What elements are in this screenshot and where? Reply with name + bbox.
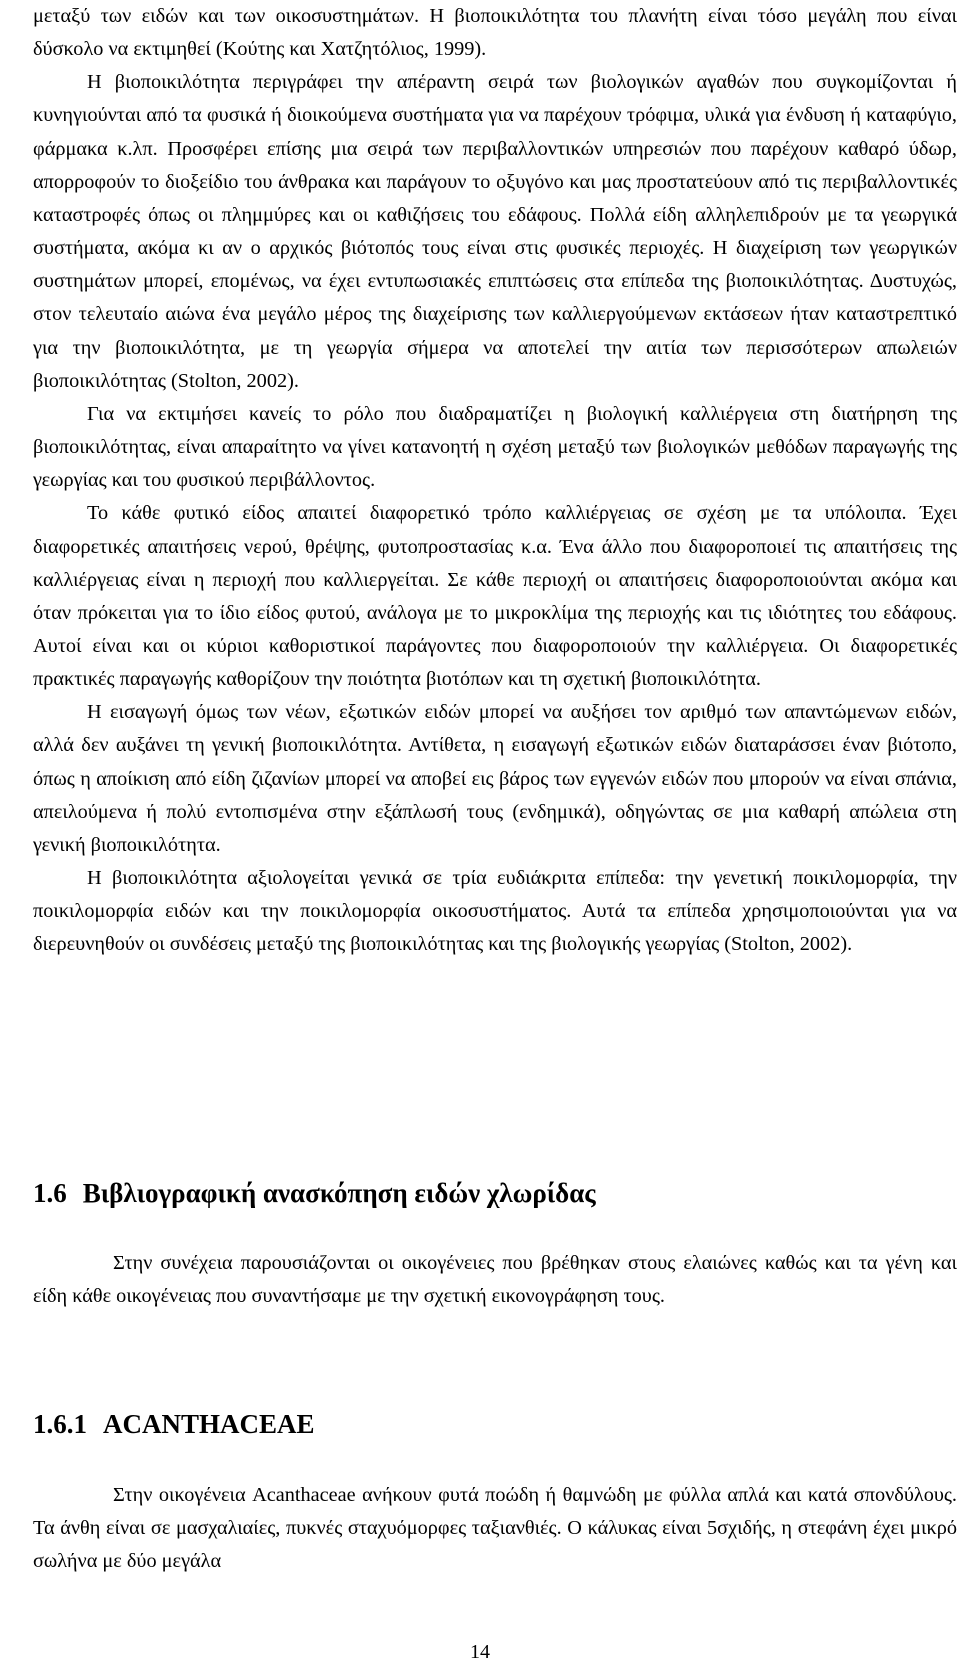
section-paragraph: Στην συνέχεια παρουσιάζονται οι οικογένειες που βρέθηκαν στους ελαιώνες καθώς και τα γένη και είδη κάθε οικογένειας που συναντήσαμε με την σχετική εικονογράφηση τους. <box>33 1252 957 1308</box>
document-page <box>33 0 957 1573</box>
body-paragraph: Η εισαγωγή όμως των νέων, εξωτικών ειδών μπορεί να αυξήσει τον αριθμό των απαντώμενων ειδών, αλλά δεν αυξάνει τη γενική βιοποικιλότητα. Αντίθετα, η εισαγωγή εξωτικών ειδών διαταράσσει έναν βιότοπο, όπως η αποίκιση από είδη ζιζανίων μπορεί να αποβεί εις βάρος των εγγενών ειδών που μπορούν να είναι σπάνια, απειλούμενα ή πολύ εντοπισμένα στην εξάπλωσή τους (ενδημικά), οδηγώντας σε μια καθαρή απώλεια στη γενική βιοποικιλότητα. <box>33 701 957 856</box>
body-paragraph: μεταξύ των ειδών και των οικοσυστημάτων. Η βιοποικιλότητα του πλανήτη είναι τόσο μεγάλη που είναι δύσκολο να εκτιμηθεί (Κούτης και Χατζητόλιος, 1999). <box>33 5 957 61</box>
section-title: Βιβλιογραφική ανασκόπηση ειδών χλωρίδας <box>82 1178 596 1208</box>
section-heading-1-6-1 <box>33 1407 315 1441</box>
section-title: ACANTHACEAE <box>103 1409 315 1439</box>
body-paragraph: Η βιοποικιλότητα αξιολογείται γενικά σε τρία ευδιάκριτα επίπεδα: την γενετική ποικιλομορφία, την ποικιλομορφία ειδών και την ποικιλομορφία οικοσυστήματος. Αυτά τα επίπεδα χρησιμοποιούνται για να διερευνηθούν οι συνδέσεις μεταξύ της βιοποικιλότητας και της βιολογικής γεωργίας (Stolton, 2002). <box>33 867 957 956</box>
body-paragraph: Το κάθε φυτικό είδος απαιτεί διαφορετικό τρόπο καλλιέργειας σε σχέση με τα υπόλοιπα. Έχει διαφορετικές απαιτήσεις νερού, θρέψης, φυτοπροστασίας κ.α. Ένα άλλο που διαφοροποιεί τις απαιτήσεις της καλλιέργειας είναι η περιοχή που καλλιεργείται. Σε κάθε περιοχή οι απαιτήσεις διαφοροποιούνται ακόμα και όταν πρόκειται για το ίδιο είδος φυτού, ανάλογα με το μικροκλίμα της περιοχής και τις ιδιότητες του εδάφους. Αυτοί είναι και οι κύριοι καθοριστικοί παράγοντες που διαφοροποιούν την καλλιέργεια. Οι διαφορετικές πρακτικές παραγωγής καθορίζουν την ποιότητα βιοτόπων και τη σχετική βιοποικιλότητα. <box>33 502 957 691</box>
body-paragraph: Για να εκτιμήσει κανείς το ρόλο που διαδραματίζει η βιολογική καλλιέργεια στη διατήρηση της βιοποικιλότητας, είναι απαραίτητο να γίνει κατανοητή η σχέση μεταξύ των βιολογικών μεθόδων παραγωγής της γεωργίας και του φυσικού περιβάλλοντος. <box>33 402 957 492</box>
section-heading-1-6 <box>33 1176 596 1210</box>
section-number: 1.6.1 <box>33 1409 87 1439</box>
page-number: 14 <box>470 1641 490 1663</box>
body-paragraph: Η βιοποικιλότητα περιγράφει την απέραντη σειρά των βιολογικών αγαθών που συγκομίζονται ή κυνηγιούνται από τα φυσικά ή διοικούμενα συστήματα για να παρέχουν τρόφιμα, υλικά για ένδυση ή καταφύγιο, φάρμακα κ.λπ. Προσφέρει επίσης μια σειρά των περιβαλλοντικών υπηρεσιών που παρέχουν καθαρό ύδωρ, απορροφούν το διοξείδιο του άνθρακα και παράγουν το οξυγόνο και μας προστατεύουν από τις περιβαλλοντικές καταστροφές όπως οι πλημμύρες και οι καθιζήσεις του εδάφους. Πολλά είδη αλληλεπιδρούν με τα γεωργικά συστήματα, ακόμα κι αν ο αρχικός βιότοπός τους είναι στις φυσικές περιοχές. Η διαχείριση των γεωργικών συστημάτων μπορεί, επομένως, να έχει εντυπωσιακές επιπτώσεις στα επίπεδα της βιοποικιλότητας. Δυστυχώς, στον τελευταίο αιώνα ένα μεγάλο μέρος της διαχείρισης των καλλιεργούμενων εκτάσεων ήταν καταστρεπτικό για την βιοποικιλότητα, με τη γεωργία σήμερα να αποτελεί την αιτία των περισσότερων απωλειών βιοποικιλότητας (Stolton, 2002). <box>33 71 957 392</box>
section-number: 1.6 <box>33 1178 67 1208</box>
section-paragraph: Στην οικογένεια Acanthaceae ανήκουν φυτά ποώδη ή θαμνώδη με φύλλα απλά και κατά σπονδύλους. Τα άνθη είναι σε μασχαλιαίες, πυκνές σταχυόμορφες ταξιανθιές. Ο κάλυκας είναι 5σχιδής, η στεφάνη έχει μικρό σωλήνα με δύο μεγάλα <box>33 1484 957 1573</box>
